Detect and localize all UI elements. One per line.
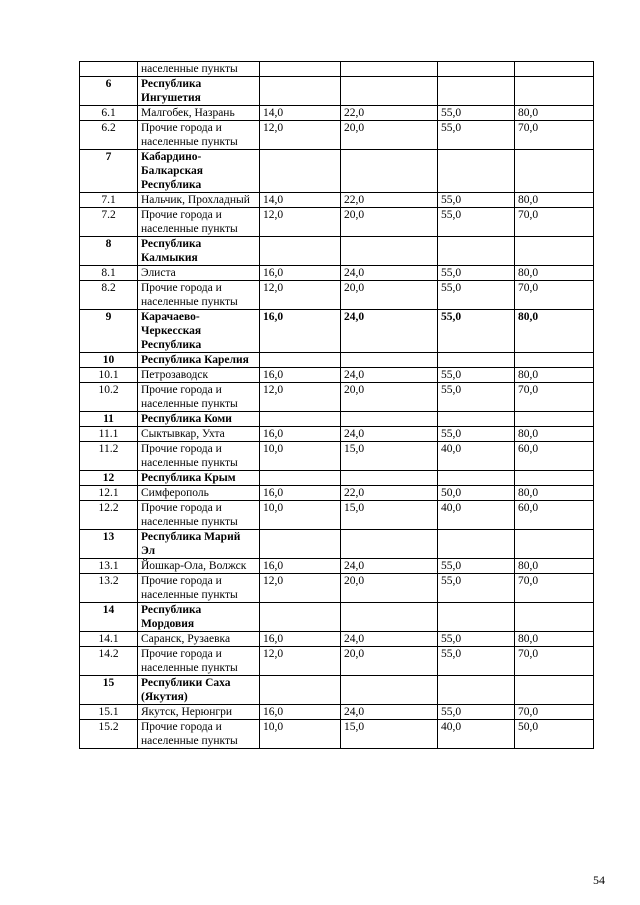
value-cell: [260, 77, 341, 106]
value-cell: 55,0: [438, 208, 515, 237]
value-cell: 24,0: [341, 368, 438, 383]
value-cell: 20,0: [341, 647, 438, 676]
row-name: Республика Калмыкия: [138, 237, 260, 266]
row-number: 15.1: [80, 705, 138, 720]
row-number: 8: [80, 237, 138, 266]
value-cell: [341, 676, 438, 705]
value-cell: 10,0: [260, 501, 341, 530]
value-cell: [341, 353, 438, 368]
value-cell: 40,0: [438, 442, 515, 471]
table-row: [80, 632, 594, 647]
row-number: [80, 62, 138, 77]
row-name: Петрозаводск: [138, 368, 260, 383]
region-row: [80, 77, 594, 106]
value-cell: 16,0: [260, 266, 341, 281]
value-cell: [438, 471, 515, 486]
row-name: Республика Мордовия: [138, 603, 260, 632]
value-cell: 12,0: [260, 383, 341, 412]
value-cell: [260, 353, 341, 368]
region-row: [80, 412, 594, 427]
value-cell: [515, 150, 594, 193]
row-number: 6.1: [80, 106, 138, 121]
table-body: [80, 62, 594, 749]
row-number: 15: [80, 676, 138, 705]
value-cell: [260, 150, 341, 193]
row-number: 13.1: [80, 559, 138, 574]
region-row: [80, 676, 594, 705]
region-row: [80, 237, 594, 266]
row-name: Прочие города и населенные пункты: [138, 647, 260, 676]
row-name: Прочие города и населенные пункты: [138, 720, 260, 749]
table-row: [80, 501, 594, 530]
value-cell: 10,0: [260, 442, 341, 471]
value-cell: 80,0: [515, 193, 594, 208]
row-number: 8.2: [80, 281, 138, 310]
row-number: 8.1: [80, 266, 138, 281]
value-cell: 40,0: [438, 501, 515, 530]
row-number: 6.2: [80, 121, 138, 150]
row-name: Прочие города и населенные пункты: [138, 442, 260, 471]
row-name: Республика Марий Эл: [138, 530, 260, 559]
table-row: [80, 106, 594, 121]
row-name: Малгобек, Назрань: [138, 106, 260, 121]
value-cell: [515, 412, 594, 427]
value-cell: [515, 353, 594, 368]
row-number: 10.1: [80, 368, 138, 383]
value-cell: 20,0: [341, 574, 438, 603]
row-number: 7.2: [80, 208, 138, 237]
value-cell: 70,0: [515, 281, 594, 310]
value-cell: 12,0: [260, 574, 341, 603]
value-cell: [260, 471, 341, 486]
value-cell: 70,0: [515, 705, 594, 720]
value-cell: 20,0: [341, 281, 438, 310]
value-cell: 80,0: [515, 632, 594, 647]
region-row: [80, 471, 594, 486]
row-name: Элиста: [138, 266, 260, 281]
region-row: [80, 150, 594, 193]
row-name: Республика Ингушетия: [138, 77, 260, 106]
value-cell: [438, 676, 515, 705]
row-name: Прочие города и населенные пункты: [138, 208, 260, 237]
value-cell: 70,0: [515, 208, 594, 237]
value-cell: 16,0: [260, 705, 341, 720]
value-cell: 70,0: [515, 383, 594, 412]
table-row: [80, 705, 594, 720]
table-row: [80, 281, 594, 310]
row-number: 11: [80, 412, 138, 427]
row-number: 11.2: [80, 442, 138, 471]
value-cell: [438, 150, 515, 193]
value-cell: [341, 77, 438, 106]
value-cell: 50,0: [515, 720, 594, 749]
value-cell: 60,0: [515, 501, 594, 530]
value-cell: 16,0: [260, 559, 341, 574]
value-cell: 22,0: [341, 193, 438, 208]
value-cell: 80,0: [515, 368, 594, 383]
value-cell: 50,0: [438, 486, 515, 501]
value-cell: 12,0: [260, 281, 341, 310]
row-number: 9: [80, 310, 138, 353]
row-number: 14.1: [80, 632, 138, 647]
value-cell: 16,0: [260, 368, 341, 383]
value-cell: [341, 62, 438, 77]
value-cell: 80,0: [515, 106, 594, 121]
value-cell: [260, 603, 341, 632]
table-row: [80, 368, 594, 383]
row-name: Прочие города и населенные пункты: [138, 121, 260, 150]
value-cell: 14,0: [260, 193, 341, 208]
row-name: Республика Крым: [138, 471, 260, 486]
row-number: 15.2: [80, 720, 138, 749]
value-cell: 24,0: [341, 310, 438, 353]
table-row: [80, 720, 594, 749]
value-cell: 15,0: [341, 442, 438, 471]
row-number: 13: [80, 530, 138, 559]
value-cell: 55,0: [438, 427, 515, 442]
value-cell: [341, 237, 438, 266]
value-cell: 16,0: [260, 486, 341, 501]
table-row: [80, 266, 594, 281]
value-cell: 55,0: [438, 193, 515, 208]
value-cell: 40,0: [438, 720, 515, 749]
row-number: 10: [80, 353, 138, 368]
value-cell: [341, 471, 438, 486]
row-name: Симферополь: [138, 486, 260, 501]
value-cell: [260, 530, 341, 559]
value-cell: 55,0: [438, 632, 515, 647]
value-cell: 55,0: [438, 383, 515, 412]
value-cell: 15,0: [341, 501, 438, 530]
table-row: [80, 427, 594, 442]
region-row: [80, 603, 594, 632]
table-row: [80, 208, 594, 237]
value-cell: [515, 676, 594, 705]
value-cell: [515, 603, 594, 632]
row-number: 7.1: [80, 193, 138, 208]
row-name: Карачаево-Черкесская Республика: [138, 310, 260, 353]
value-cell: 80,0: [515, 486, 594, 501]
value-cell: 55,0: [438, 266, 515, 281]
value-cell: 70,0: [515, 121, 594, 150]
row-name: Нальчик, Прохладный: [138, 193, 260, 208]
value-cell: [438, 603, 515, 632]
value-cell: 24,0: [341, 427, 438, 442]
value-cell: [438, 353, 515, 368]
row-number: 12: [80, 471, 138, 486]
row-name: Прочие города и населенные пункты: [138, 281, 260, 310]
value-cell: 24,0: [341, 559, 438, 574]
value-cell: [515, 62, 594, 77]
value-cell: [438, 62, 515, 77]
table-row: [80, 442, 594, 471]
value-cell: [260, 62, 341, 77]
value-cell: 16,0: [260, 632, 341, 647]
row-name: Сыктывкар, Ухта: [138, 427, 260, 442]
row-name: населенные пункты: [138, 62, 260, 77]
value-cell: [438, 412, 515, 427]
region-row: [80, 530, 594, 559]
value-cell: 16,0: [260, 427, 341, 442]
row-name: Республики Саха (Якутия): [138, 676, 260, 705]
value-cell: [341, 530, 438, 559]
value-cell: [515, 530, 594, 559]
value-cell: 20,0: [341, 383, 438, 412]
value-cell: [341, 412, 438, 427]
value-cell: 80,0: [515, 266, 594, 281]
value-cell: [341, 150, 438, 193]
value-cell: 55,0: [438, 705, 515, 720]
value-cell: [515, 237, 594, 266]
value-cell: 16,0: [260, 310, 341, 353]
value-cell: 70,0: [515, 574, 594, 603]
value-cell: 12,0: [260, 121, 341, 150]
value-cell: 80,0: [515, 427, 594, 442]
row-number: 14: [80, 603, 138, 632]
value-cell: 20,0: [341, 121, 438, 150]
value-cell: [438, 237, 515, 266]
value-cell: 60,0: [515, 442, 594, 471]
table-row: [80, 647, 594, 676]
table-row: [80, 574, 594, 603]
row-number: 10.2: [80, 383, 138, 412]
value-cell: 55,0: [438, 281, 515, 310]
row-number: 7: [80, 150, 138, 193]
region-row: [80, 353, 594, 368]
table-row: [80, 193, 594, 208]
row-name: Прочие города и населенные пункты: [138, 383, 260, 412]
value-cell: 15,0: [341, 720, 438, 749]
table-row: [80, 121, 594, 150]
value-cell: [438, 77, 515, 106]
value-cell: [515, 471, 594, 486]
value-cell: 55,0: [438, 106, 515, 121]
value-cell: 55,0: [438, 559, 515, 574]
value-cell: [260, 412, 341, 427]
value-cell: 12,0: [260, 208, 341, 237]
value-cell: 24,0: [341, 632, 438, 647]
row-number: 12.1: [80, 486, 138, 501]
row-name: Республика Карелия: [138, 353, 260, 368]
row-name: Якутск, Нерюнгри: [138, 705, 260, 720]
value-cell: 55,0: [438, 647, 515, 676]
table-row: [80, 486, 594, 501]
value-cell: 22,0: [341, 486, 438, 501]
row-number: 6: [80, 77, 138, 106]
value-cell: 12,0: [260, 647, 341, 676]
row-number: 13.2: [80, 574, 138, 603]
value-cell: [260, 676, 341, 705]
table-row: [80, 559, 594, 574]
table-row: [80, 383, 594, 412]
tariff-table: [79, 61, 594, 749]
value-cell: [515, 77, 594, 106]
value-cell: [260, 237, 341, 266]
value-cell: 80,0: [515, 310, 594, 353]
value-cell: [438, 530, 515, 559]
row-number: 14.2: [80, 647, 138, 676]
region-row: [80, 310, 594, 353]
row-name: Прочие города и населенные пункты: [138, 574, 260, 603]
value-cell: 70,0: [515, 647, 594, 676]
row-number: 12.2: [80, 501, 138, 530]
row-name: Йошкар-Ола, Волжск: [138, 559, 260, 574]
table-row: [80, 62, 594, 77]
row-name: Саранск, Рузаевка: [138, 632, 260, 647]
row-number: 11.1: [80, 427, 138, 442]
value-cell: [341, 603, 438, 632]
value-cell: 24,0: [341, 705, 438, 720]
row-name: Кабардино-Балкарская Республика: [138, 150, 260, 193]
value-cell: 24,0: [341, 266, 438, 281]
value-cell: 14,0: [260, 106, 341, 121]
value-cell: 55,0: [438, 121, 515, 150]
page-number: 54: [593, 873, 605, 887]
value-cell: 55,0: [438, 368, 515, 383]
value-cell: 10,0: [260, 720, 341, 749]
value-cell: 55,0: [438, 310, 515, 353]
row-name: Прочие города и населенные пункты: [138, 501, 260, 530]
value-cell: 22,0: [341, 106, 438, 121]
row-name: Республика Коми: [138, 412, 260, 427]
value-cell: 55,0: [438, 574, 515, 603]
value-cell: 80,0: [515, 559, 594, 574]
value-cell: 20,0: [341, 208, 438, 237]
